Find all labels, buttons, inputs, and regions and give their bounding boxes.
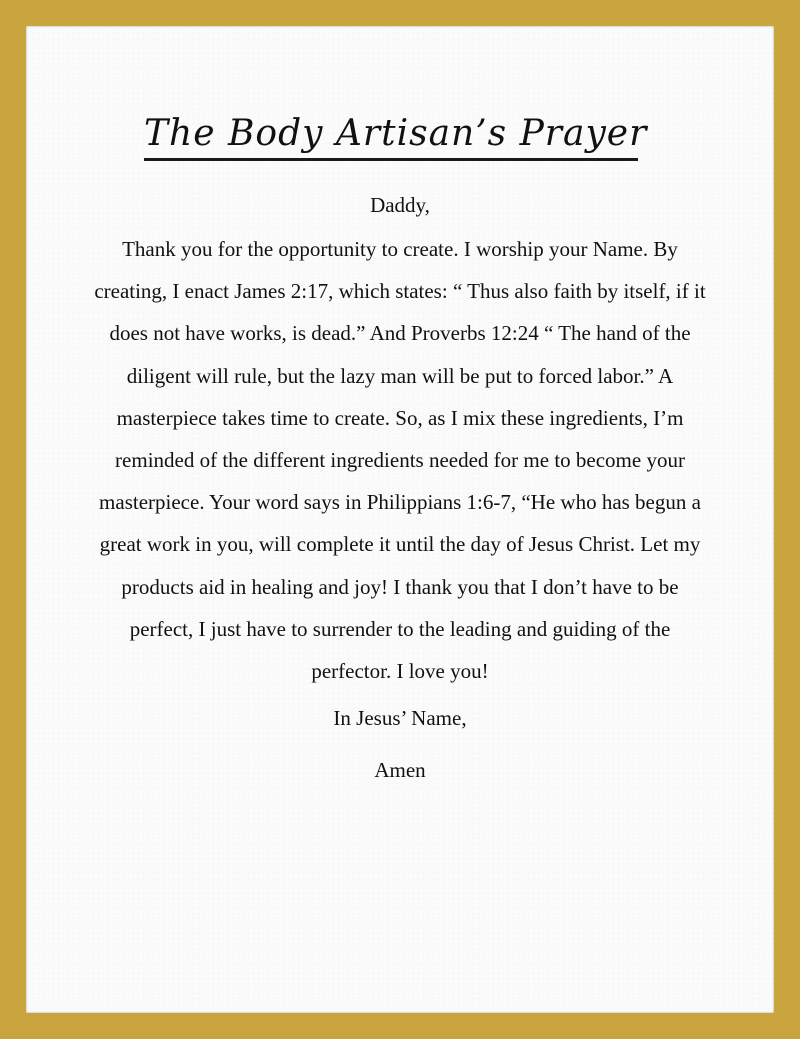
amen-line: Amen: [374, 758, 426, 783]
prayer-paragraph: Thank you for the opportunity to create. I worship your Name. By creating, I enact James 2:17, which states: “ Thus also faith by itself, if it does not have works, is dead.” And Proverbs 12:24 “ The hand of the diligent will rule, but the lazy man will be put to forced labor.” A masterpiece takes time to create. So, as I mix these ingredients, I’m reminded of the different ingredients needed for me to become your masterpiece. Your word says in Philippians 1:6-7, “He who has begun a great work in you, will complete it until the day of Jesus Christ. Let my products aid in healing and joy! I thank you that I don’t have to be perfect, I just have to surrender to the leading and guiding of the perfector. I love you!: [94, 237, 706, 684]
title-block: [144, 110, 648, 161]
closing-line: In Jesus’ Name,: [333, 706, 467, 731]
prayer-body: [90, 182, 710, 796]
document-title: The Body Artisan’s Prayer: [144, 113, 648, 154]
salutation: Daddy,: [370, 193, 430, 217]
title-underline: [144, 158, 638, 161]
paper-sheet: [26, 26, 774, 1013]
